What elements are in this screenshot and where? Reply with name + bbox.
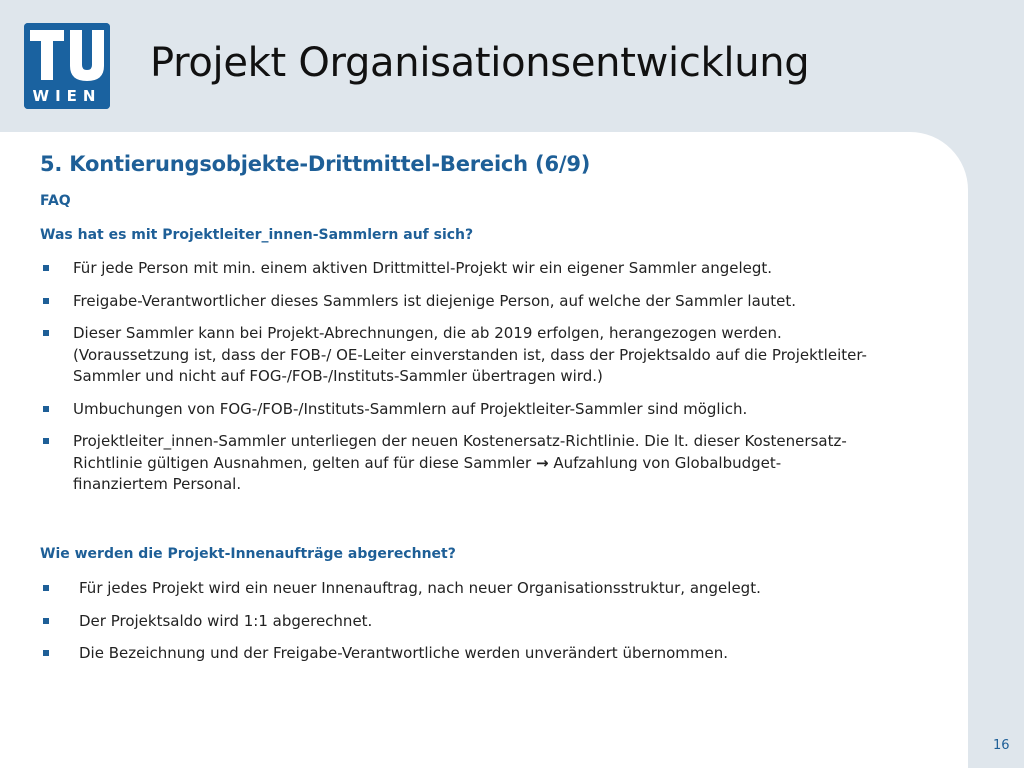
bullet-square-icon [43,585,49,591]
bullet-text: Der Projektsaldo wird 1:1 abgerechnet. [79,611,373,630]
question-innenauftraege: Wie werden die Projekt-Innenaufträge abgerechnet? [40,546,456,562]
bullet-text: Umbuchungen von FOG-/FOB-/Instituts-Sammlern auf Projektleiter-Sammler sind möglich. [73,399,748,418]
bullet-item [0,643,949,665]
bullet-text: Freigabe-Verantwortlicher dieses Sammlers ist diejenige Person, auf welche der Sammler lautet. [73,291,797,310]
bullet-list-sammler [0,258,943,507]
bullet-text: Für jede Person mit min. einem aktiven Drittmittel-Projekt wir ein eigener Sammler angelegt. [73,259,773,277]
tu-wien-logo-graphic [24,23,110,109]
question-projektleiter-sammler: Was hat es mit Projektleiter_innen-Sammlern auf sich? [40,227,474,243]
bullet-text-with-arrow [73,453,943,475]
bullet-text: Die Bezeichnung und der Freigabe-Verantwortliche werden unverändert übernommen. [79,644,729,662]
bullet-square-icon [43,298,49,304]
page-title: Projekt Organisationsentwicklung [150,40,810,86]
faq-label: FAQ [40,193,71,209]
bullet-square-icon [43,618,49,624]
bullet-item [0,291,943,313]
logo-wien-text: WIEN [32,87,102,105]
bullet-text: Aufzahlung von Globalbudget- [548,453,782,472]
bullet-square-icon [43,330,49,336]
page-number: 16 [993,738,1010,753]
bullet-text: Sammler und nicht auf FOG-/FOB-/Instituts-Sammler übertragen wird.) [73,367,603,385]
arrow-right-icon: → [535,453,549,472]
bullet-text: Für jedes Projekt wird ein neuer Innenauftrag, nach neuer Organisationsstruktur, angelegt. [79,579,761,597]
bullet-item [0,399,943,421]
bullet-item [0,258,943,280]
bullet-square-icon [43,438,49,444]
slide-header [0,0,1024,132]
bullet-text: Dieser Sammler kann bei Projekt-Abrechnungen, die ab 2019 erfolgen, herangezogen werden. [73,324,782,342]
section-heading: 5. Kontierungsobjekte-Drittmittel-Bereich (6/9) [40,152,591,176]
bullet-list-innenauftraege [0,578,949,676]
bullet-text: (Voraussetzung ist, dass der FOB-/ OE-Leiter einverstanden ist, dass der Projektsaldo auf die Projektleiter- [73,345,867,364]
bullet-square-icon [43,265,49,271]
bullet-square-icon [43,650,49,656]
bullet-item [0,323,943,388]
bullet-text: Projektleiter_innen-Sammler unterliegen der neuen Kostenersatz-Richtlinie. Die lt. dieser Kostenersatz- [73,432,847,450]
bullet-text: finanziertem Personal. [73,475,242,493]
bullet-square-icon [43,406,49,412]
tu-wien-logo [24,23,110,109]
bullet-item [0,578,949,600]
bullet-item [0,611,949,633]
bullet-item [0,431,943,496]
bullet-text: Richtlinie gültigen Ausnahmen, gelten auf für diese Sammler [73,453,532,472]
